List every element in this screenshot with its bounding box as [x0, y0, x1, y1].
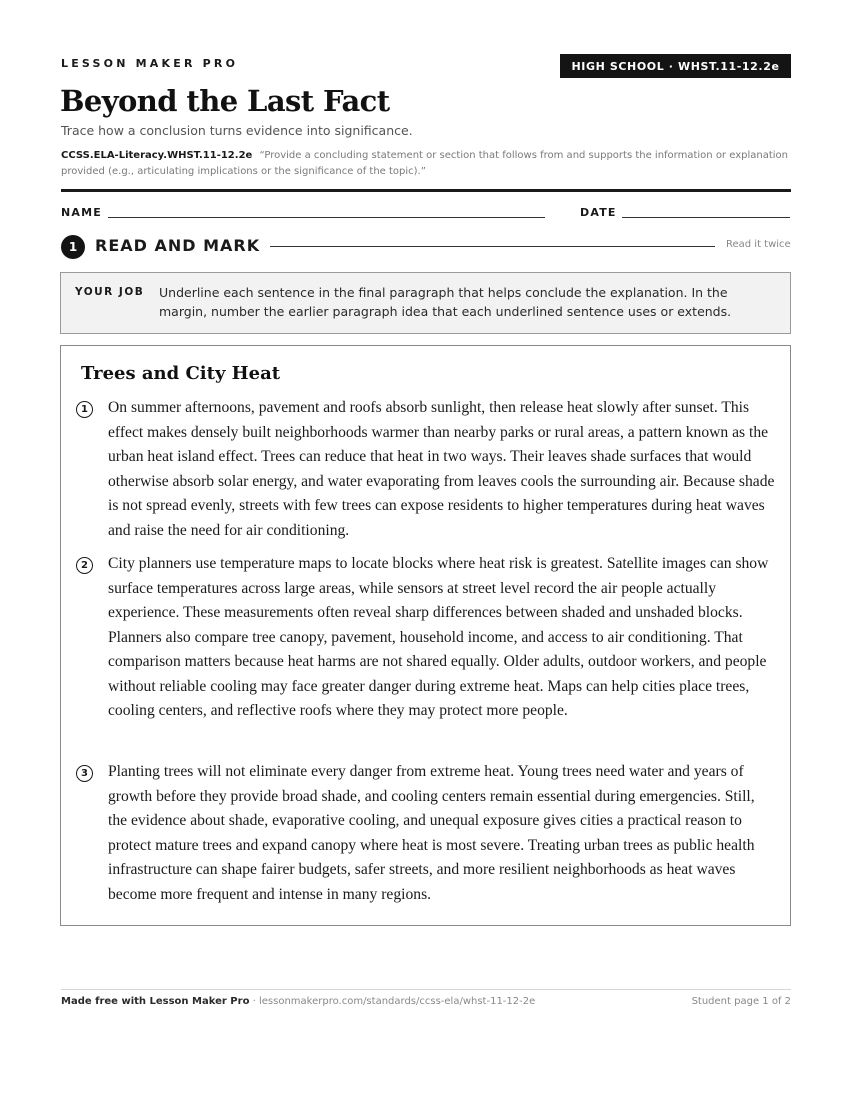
brand-name: LESSON MAKER PRO: [61, 57, 239, 70]
date-field[interactable]: [622, 217, 790, 218]
footer-made-with: Made free with Lesson Maker Pro: [61, 996, 250, 1007]
date-label: DATE: [580, 206, 617, 219]
step-note: Read it twice: [726, 239, 791, 250]
name-label: NAME: [61, 206, 102, 219]
footer-url[interactable]: · lessonmakerpro.com/standards/ccss-ela/whst-11-12-2e: [249, 996, 536, 1007]
paragraph-3: Planting trees will not eliminate every danger from extreme heat. Young trees need water and years of growth before they provide broad shade, and cooling centers remain essential during emergencies. Still, the evidence about shade, evaporative cooling, and unequal exposure gives cities a practical reason to protect mature trees and expand canopy where heat is most severe. Treating urban trees as public health infrastructure can shape fairer budgets, safer streets, and more resilient neighborhoods as heat waves become more frequent and intense in many regions.: [108, 763, 755, 903]
name-field[interactable]: [108, 217, 545, 218]
passage-title: Trees and City Heat: [81, 363, 281, 384]
page-indicator: Student page 1 of 2: [691, 996, 791, 1007]
standard-quote: “Provide a concluding statement or section that follows from and supports the information or explanation provided (e.g., articulating implications or the significance of the topic).”: [61, 150, 788, 177]
instructions-box: [60, 272, 791, 334]
paragraph-number-3: 3: [76, 765, 93, 782]
grade-standard-badge: HIGH SCHOOL · WHST.11-12.2e: [560, 54, 791, 78]
standard-code: CCSS.ELA-Literacy.WHST.11-12.2e: [61, 150, 253, 161]
footer-divider: [61, 989, 791, 990]
standard-description: [61, 148, 791, 179]
step-title: READ AND MARK: [95, 236, 261, 255]
paragraph-2: City planners use temperature maps to locate blocks where heat risk is greatest. Satellite images can show surface temperatures across large areas, while sensors at street level record the air people actually experience. These measurements often reveal sharp differences between shaded and unshaded blocks. Planners also compare tree canopy, pavement, household income, and access to air conditioning. That comparison matters because heat harms are not shared equally. Older adults, outdoor workers, and people without reliable cooling may face greater danger during extreme heat. Maps can help cities place trees, cooling centers, and reflective roofs where they may protect more people.: [108, 555, 769, 719]
page-title: Beyond the Last Fact: [60, 84, 390, 118]
step-number-badge: 1: [61, 235, 85, 259]
header-divider: [61, 189, 791, 192]
page-subtitle: Trace how a conclusion turns evidence into significance.: [61, 123, 413, 138]
paragraph-1: On summer afternoons, pavement and roofs absorb sunlight, then release heat slowly after sunset. This effect makes densely built neighborhoods warmer than nearby parks or rural areas, a pattern known as the urban heat island effect. Trees can reduce that heat in two ways. Their leaves shade surfaces that would otherwise absorb solar energy, and water evaporating from leaves cools the surrounding air. Because shade is not spread evenly, streets with few trees can expose residents to higher temperatures during heat waves and raise the need for air conditioning.: [108, 399, 775, 539]
instructions-text: Underline each sentence in the final paragraph that helps conclude the explanation. In the margin, number the earlier paragraph idea that each underlined sentence uses or extends.: [159, 285, 732, 319]
instructions-label: YOUR JOB: [75, 286, 145, 298]
step-divider: [270, 246, 715, 247]
paragraph-number-2: 2: [76, 557, 93, 574]
footer-credit: [61, 996, 535, 1007]
reading-passage: [60, 345, 791, 926]
paragraph-number-1: 1: [76, 401, 93, 418]
